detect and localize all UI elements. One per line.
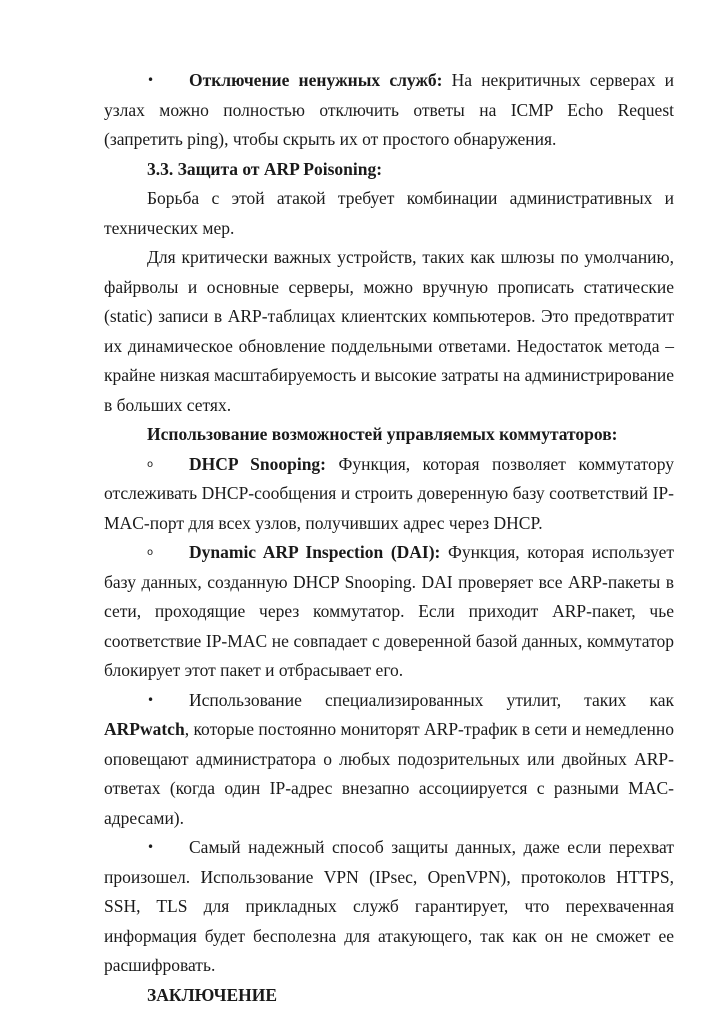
bullet-marker: • xyxy=(147,840,155,854)
item-term: ARPwatch xyxy=(104,719,185,739)
list-item-dai xyxy=(104,538,674,686)
bullet-marker: • xyxy=(147,692,155,707)
conclusion-heading: ЗАКЛЮЧЕНИЕ xyxy=(147,984,278,1005)
paragraph-intro: Борьба с этой атакой требует комбинации административных и технических мер. xyxy=(104,188,674,238)
paragraph-static-entries: Для критически важных устройств, таких как шлюзы по умолчанию, файрволы и основные серверы, можно вручную прописать статические (static) записи в ARP-таблицах клиентских компьютеров. Это предотвратит их динамическое обновление поддельными ответами. Недостаток метода – крайне низкая масштабируемость и высокие затраты на администрирование в больших сетях. xyxy=(104,247,674,415)
item-term: Dynamic ARP Inspection (DAI): xyxy=(189,542,441,562)
item-text: Функция, которая позволяет коммутатору отслеживать DHCP-сообщения и строить доверенную базу соответствий IP-MAC-порт для всех узлов, получивших адрес через DHCP. xyxy=(104,453,674,533)
item-text-after: , которые постоянно мониторят ARP-трафик в сети и немедленно оповещают администратора о любых подозрительных или двойных ARP-ответах (когда один IP-адрес внезапно ассоциируется с разными MAC-адресами). xyxy=(104,719,674,828)
item-text: Самый надежный способ защиты данных, даже если перехват произошел. Использование VPN (IPsec, OpenVPN), протоколов HTTPS, SSH, TLS для прикладных служб гарантирует, что перехваченная информация будет бесполезна для атакующего, так как он не сможет ее расшифровать. xyxy=(104,837,674,975)
item-term: Отключение ненужных служб: xyxy=(189,70,443,90)
list-item-vpn xyxy=(104,833,674,981)
bullet-marker: • xyxy=(147,73,155,87)
list-item-dhcp-snooping xyxy=(104,450,674,539)
circle-bullet-marker: o xyxy=(147,547,154,558)
list-item-disable-services xyxy=(104,66,674,155)
item-term: DHCP Snooping: xyxy=(189,453,327,474)
item-text: Функция, которая использует базу данных, созданную DHCP Snooping. DAI проверяет все ARP-пакеты в сети, проходящие через коммутатор. Если приходит ARP-пакет, чье соответствие IP-MAC не совпадает с доверенной базой данных, коммутатор блокирует этот пакет и отбрасывает его. xyxy=(104,542,674,680)
section-heading: 3.3. Защита от ARP Poisoning: xyxy=(147,158,383,179)
subheading-managed-switches: Использование возможностей управляемых коммутаторов: xyxy=(147,424,618,444)
document-page xyxy=(104,66,674,1010)
circle-bullet-marker: o xyxy=(147,458,154,470)
item-text-before: Использование специализированных утилит, таких как xyxy=(189,689,674,710)
list-item-arpwatch xyxy=(104,686,674,834)
item-text: На некритичных серверах и узлах можно полностью отключить ответы на ICMP Echo Request (запретить ping), чтобы скрыть их от простого обнаружения. xyxy=(104,70,675,149)
